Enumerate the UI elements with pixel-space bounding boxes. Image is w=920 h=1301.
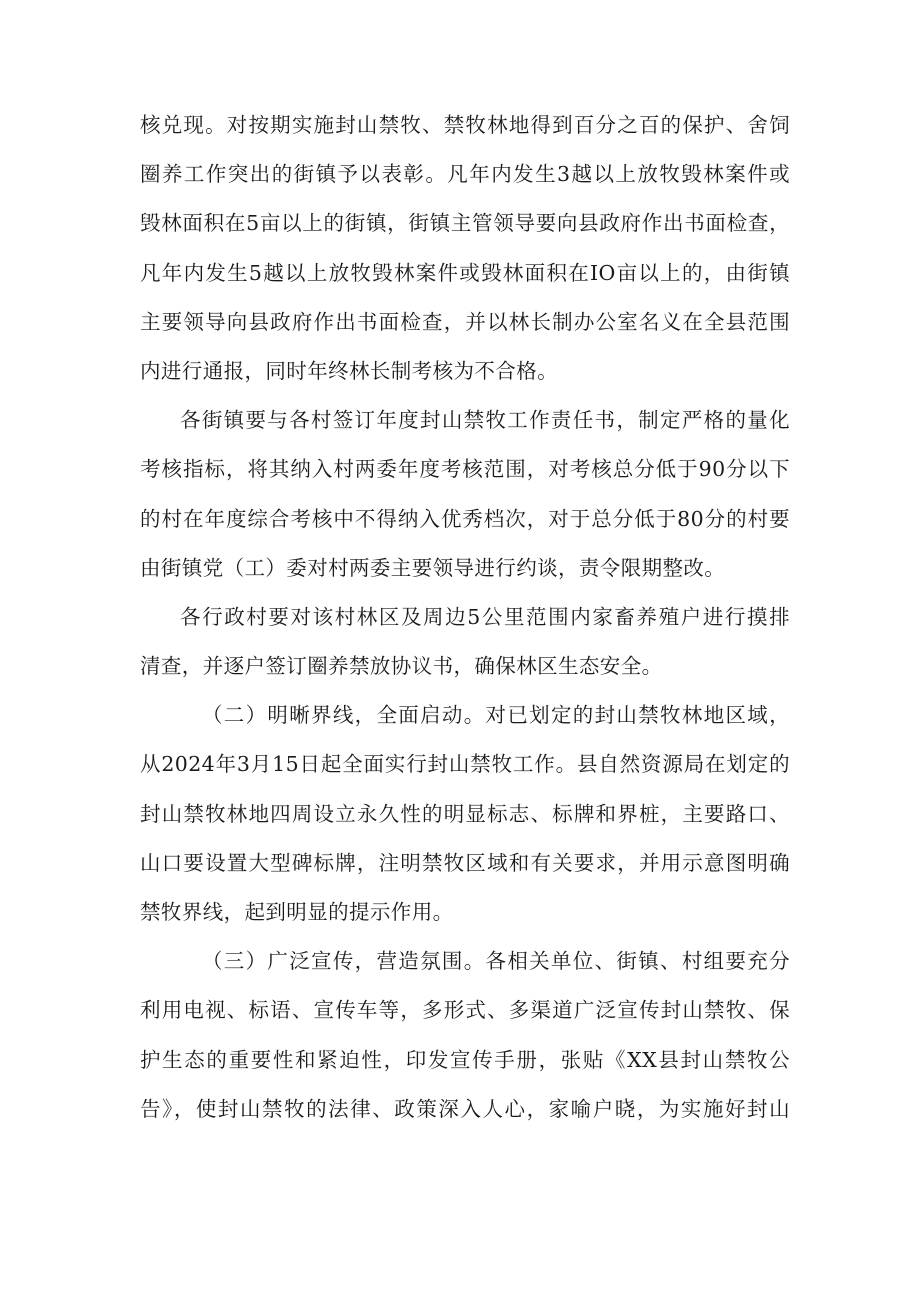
paragraph-5-line-1: （三）广泛宣传，营造氛围。各相关单位、街镇、村组要充分: [202, 949, 790, 974]
paragraph-1-line-2: 圈养工作突出的街镇予以表彰。凡年内发生3越以上放牧毁林案件或: [140, 162, 790, 187]
paragraph-2-line-4: 由街镇党（工）委对村两委主要领导进行约谈，责令限期整改。: [140, 555, 726, 580]
paragraph-4-line-3: 封山禁牧林地四周设立永久性的明显标志、标牌和界桩，主要路口、: [140, 801, 790, 826]
paragraph-1-line-6: 内进行通报，同时年终林长制考核为不合格。: [140, 358, 558, 383]
paragraph-3-line-2: 清查，并逐户签订圈养禁放协议书，确保林区生态安全。: [140, 654, 663, 679]
paragraph-2-line-1: 各街镇要与各村签订年度封山禁牧工作责任书，制定严格的量化: [180, 408, 790, 433]
paragraph-4-line-1: （二）明晰界线，全面启动。对已划定的封山禁牧林地区域，: [202, 703, 790, 728]
paragraph-1-line-3: 毁林面积在5亩以上的街镇，街镇主管领导要向县政府作出书面检查，: [140, 211, 790, 236]
paragraph-4-line-2: 从2024年3月15日起全面实行封山禁牧工作。县自然资源局在划定的: [140, 752, 790, 777]
paragraph-5-line-2: 利用电视、标语、宣传车等，多形式、多渠道广泛宣传封山禁牧、保: [140, 998, 790, 1023]
paragraph-1-line-4: 凡年内发生5越以上放牧毁林案件或毁林面积在IO亩以上的，由街镇: [140, 260, 790, 285]
paragraph-4-line-5: 禁牧界线，起到明显的提示作用。: [140, 900, 454, 924]
paragraph-5-line-4: 告》，使封山禁牧的法律、政策深入人心，家喻户晓，为实施好封山: [140, 1096, 790, 1121]
document-body: [140, 101, 790, 1134]
paragraph-2-line-2: 考核指标，将其纳入村两委年度考核范围，对考核总分低于90分以下: [140, 457, 790, 482]
paragraph-2-line-3: 的村在年度综合考核中不得纳入优秀档次，对于总分低于80分的村要: [140, 506, 790, 531]
paragraph-5-line-3: 护生态的重要性和紧迫性，印发宣传手册，张贴《XX县封山禁牧公: [140, 1047, 790, 1072]
paragraph-1-line-1: 核兑现。对按期实施封山禁牧、禁牧林地得到百分之百的保护、舍饲: [140, 113, 790, 137]
paragraph-3-line-1: 各行政村要对该村林区及周边5公里范围内家畜养殖户进行摸排: [180, 604, 790, 629]
paragraph-4-line-4: 山口要设置大型碑标牌，注明禁牧区域和有关要求，并用示意图明确: [140, 850, 790, 875]
paragraph-1-line-5: 主要领导向县政府作出书面检查，并以林长制办公室名义在全县范围: [140, 309, 790, 334]
